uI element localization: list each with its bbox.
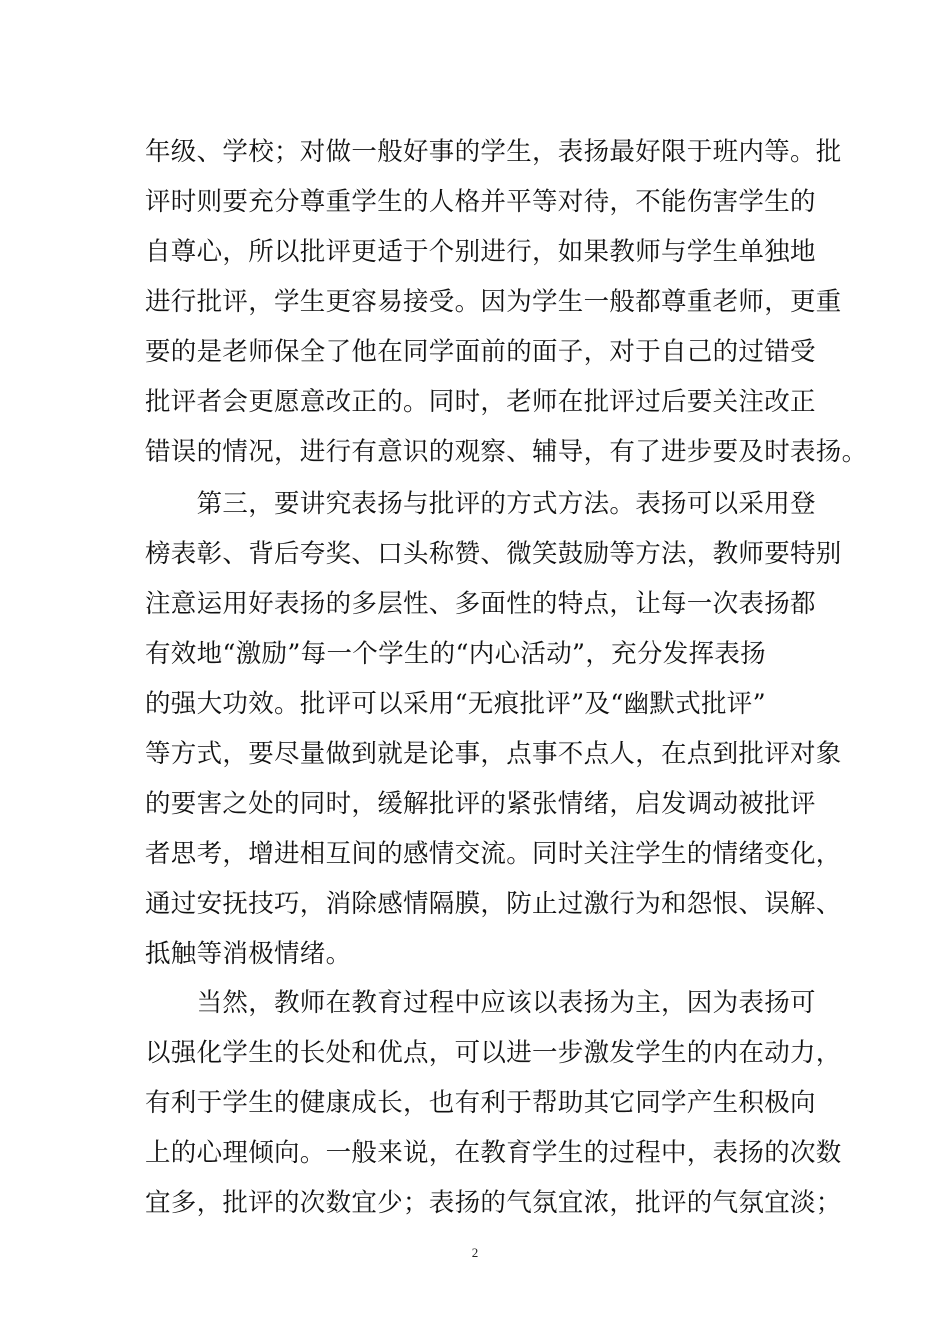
text-line: 抵触等消极情绪。 [145, 939, 352, 969]
text-line: 上的心理倾向。一般来说，在教育学生的过程中，表扬的次数 [145, 1138, 842, 1168]
page-number: 2 [471, 1245, 479, 1260]
paragraph-3 [145, 978, 842, 1228]
text-line: 进行批评，学生更容易接受。因为学生一般都尊重老师，更重 [145, 287, 842, 317]
text-line: 以强化学生的长处和优点，可以进一步激发学生的内在动力， [145, 1038, 842, 1068]
text-line: 要的是老师保全了他在同学面前的面子，对于自己的过错受 [145, 337, 816, 367]
text-line: 的要害之处的同时，缓解批评的紧张情绪，启发调动被批评 [145, 789, 816, 819]
text-line: 批评者会更愿意改正的。同时，老师在批评过后要关注改正 [145, 387, 816, 417]
text-line: 者思考，增进相互间的感情交流。同时关注学生的情绪变化， [145, 839, 842, 869]
paragraph-2 [145, 479, 842, 979]
text-line: 榜表彰、背后夸奖、口头称赞、微笑鼓励等方法，教师要特别 [145, 539, 842, 569]
text-line: 有利于学生的健康成长，也有利于帮助其它同学产生积极向 [145, 1088, 816, 1118]
text-line: 宜多，批评的次数宜少；表扬的气氛宜浓，批评的气氛宜淡； [145, 1188, 842, 1218]
text-line: 错误的情况，进行有意识的观察、辅导，有了进步要及时表扬。 [145, 437, 868, 467]
text-line: 等方式，要尽量做到就是论事，点事不点人，在点到批评对象 [145, 739, 842, 769]
text-line: 第三，要讲究表扬与批评的方式方法。表扬可以采用登 [145, 489, 816, 519]
text-line: 通过安抚技巧，消除感情隔膜，防止过激行为和怨恨、误解、 [145, 889, 842, 919]
text-line: 自尊心，所以批评更适于个别进行，如果教师与学生单独地 [145, 237, 816, 267]
text-line: 当然，教师在教育过程中应该以表扬为主，因为表扬可 [145, 988, 816, 1018]
text-line: 评时则要充分尊重学生的人格并平等对待，不能伤害学生的 [145, 187, 816, 217]
text-line: 的强大功效。批评可以采用“无痕批评”及“幽默式批评” [145, 689, 766, 719]
text-line: 有效地“激励”每一个学生的“内心活动”，充分发挥表扬 [145, 639, 766, 669]
text-line: 注意运用好表扬的多层性、多面性的特点，让每一次表扬都 [145, 589, 816, 619]
paragraph-1 [145, 127, 868, 477]
text-line: 年级、学校；对做一般好事的学生，表扬最好限于班内等。批 [145, 137, 842, 167]
